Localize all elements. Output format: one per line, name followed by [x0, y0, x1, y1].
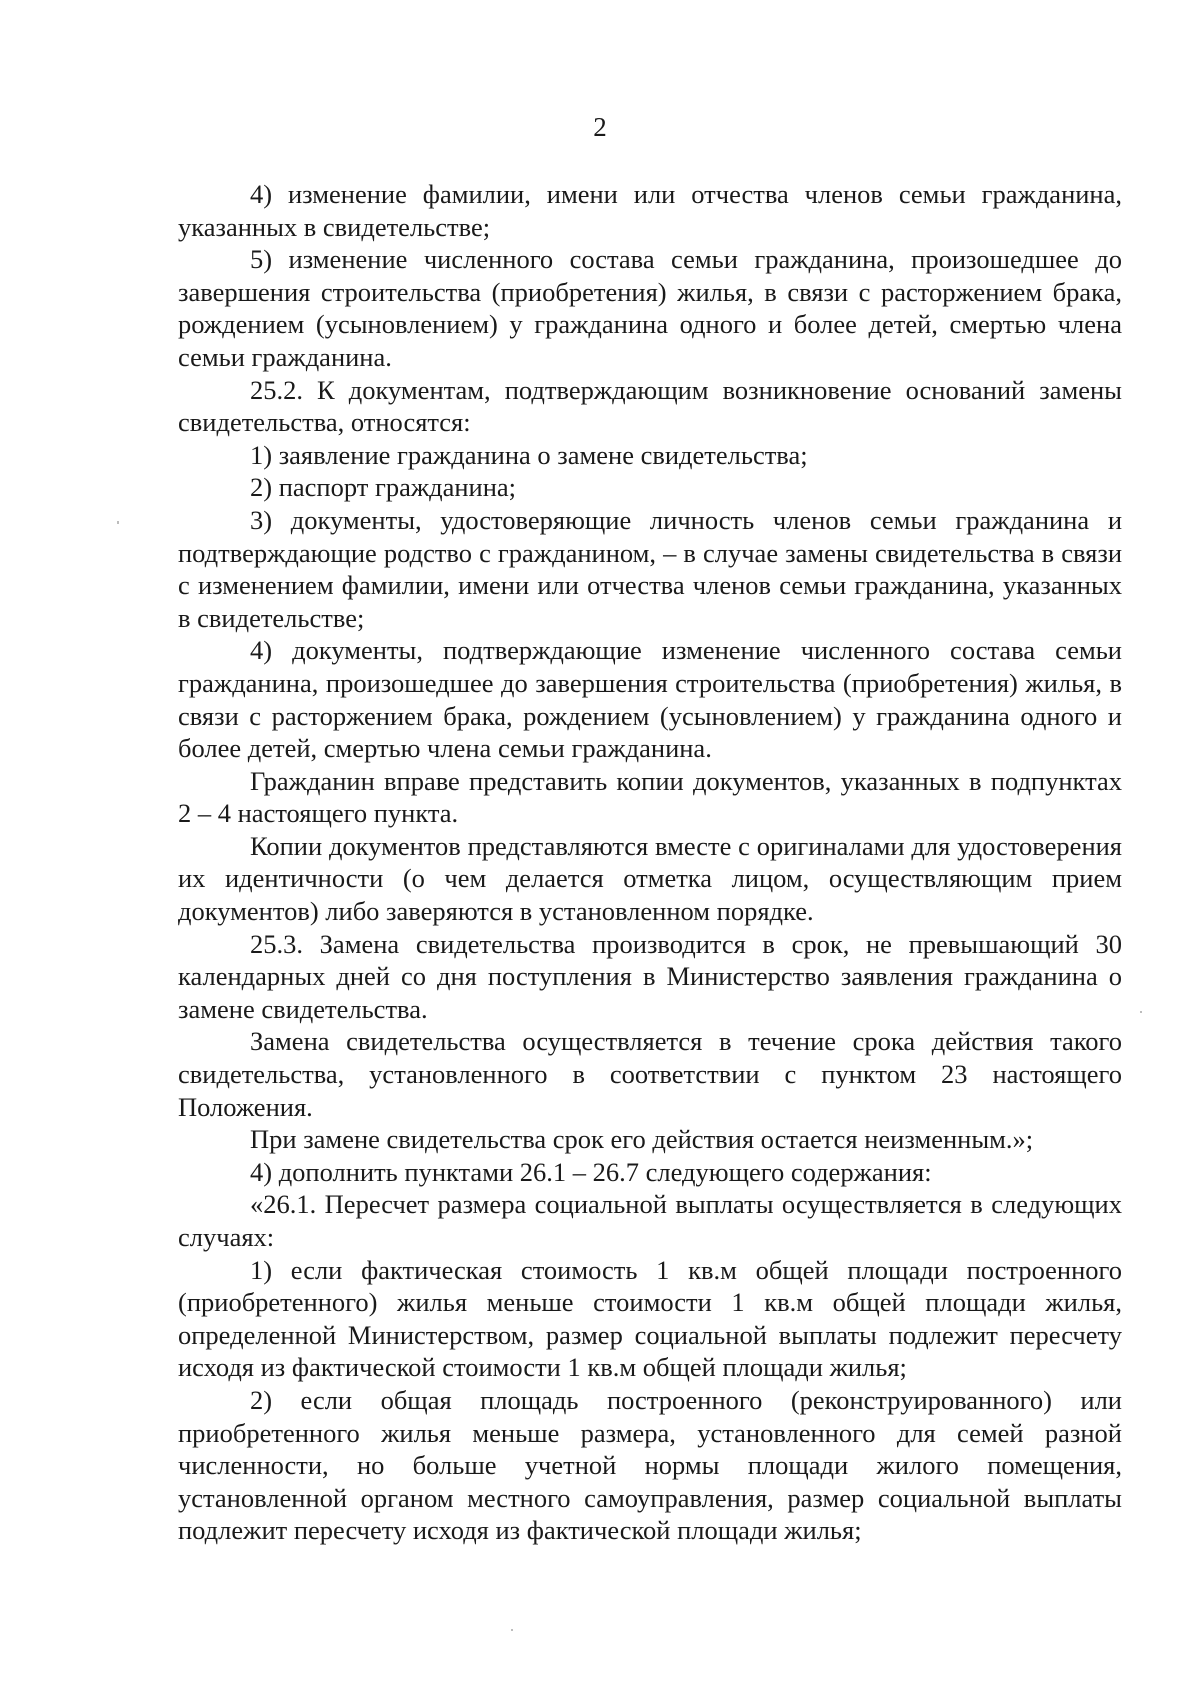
paragraph-26-1: «26.1. Пересчет размера социальной выплаты осуществляется в следующих случаях:	[178, 1189, 1122, 1252]
scan-artifact-right	[1140, 1011, 1142, 1013]
paragraph-item-4: 4) изменение фамилии, имени или отчества членов семьи гражданина, указанных в свидетельстве;	[178, 179, 1122, 242]
paragraph-copies-right: Гражданин вправе представить копии документов, указанных в подпунктах 2 – 4 настоящего пункта.	[178, 765, 1122, 829]
paragraph-doc-3: 3) документы, удостоверяющие личность членов семьи гражданина и подтверждающие родство с гражданином, – в случае замены свидетельства в связи с изменением фамилии, имени или отчества членов семьи гражданина, указанных в свидетельстве;	[178, 504, 1122, 633]
paragraph-doc-1: 1) заявление гражданина о замене свидетельства;	[250, 439, 808, 470]
paragraph-recalc-2: 2) если общая площадь построенного (реконструированного) или приобретенного жилья меньше размера, установленного для семей разной численности, но больше учетной нормы площади жилого помещения, установленной органом местного самоуправления, размер социальной выплаты подлежит пересчету исходя из фактической площади жилья;	[178, 1384, 1122, 1546]
paragraph-doc-4: 4) документы, подтверждающие изменение численного состава семьи гражданина, произошедшее до завершения строительства (приобретения) жилья, в связи с расторжением брака, рождением (усыновлением) у гражданина одного и более детей, смертью члена семьи гражданина.	[178, 635, 1122, 764]
paragraph-validity-unchanged: При замене свидетельства срок его действия остается неизменным.»;	[250, 1124, 1034, 1155]
paragraph-amendment-4: 4) дополнить пунктами 26.1 – 26.7 следующего содержания:	[250, 1156, 932, 1187]
paragraph-item-5: 5) изменение численного состава семьи гражданина, произошедшее до завершения строительства (приобретения) жилья, в связи с расторжением брака, рождением (усыновлением) у гражданина одного и более детей, смертью члена семьи гражданина.	[178, 244, 1122, 372]
paragraph-copies-originals: Копии документов представляются вместе с оригиналами для удостоверения их идентичности (о чем делается отметка лицом, осуществляющим прием документов) либо заверяются в установленном порядке.	[178, 830, 1122, 927]
scan-artifact-left	[117, 521, 119, 524]
paragraph-25-2: 25.2. К документам, подтверждающим возникновение оснований замены свидетельства, относятся:	[178, 374, 1122, 438]
document-body	[178, 178, 1122, 1547]
page-number: 2	[593, 112, 607, 142]
scan-artifact-bottom	[511, 1629, 513, 1631]
paragraph-replacement-term: Замена свидетельства осуществляется в течение срока действия такого свидетельства, установленного в соответствии с пунктом 23 настоящего Положения.	[178, 1026, 1122, 1122]
paragraph-25-3: 25.3. Замена свидетельства производится в срок, не превышающий 30 календарных дней со дня поступления в Министерство заявления гражданина о замене свидетельства.	[178, 928, 1122, 1024]
paragraph-recalc-1: 1) если фактическая стоимость 1 кв.м общей площади построенного (приобретенного) жилья меньше стоимости 1 кв.м общей площади жилья, определенной Министерством, размер социальной выплаты подлежит пересчету исходя из фактической стоимости 1 кв.м общей площади жилья;	[178, 1254, 1122, 1383]
paragraph-doc-2: 2) паспорт гражданина;	[250, 472, 517, 503]
